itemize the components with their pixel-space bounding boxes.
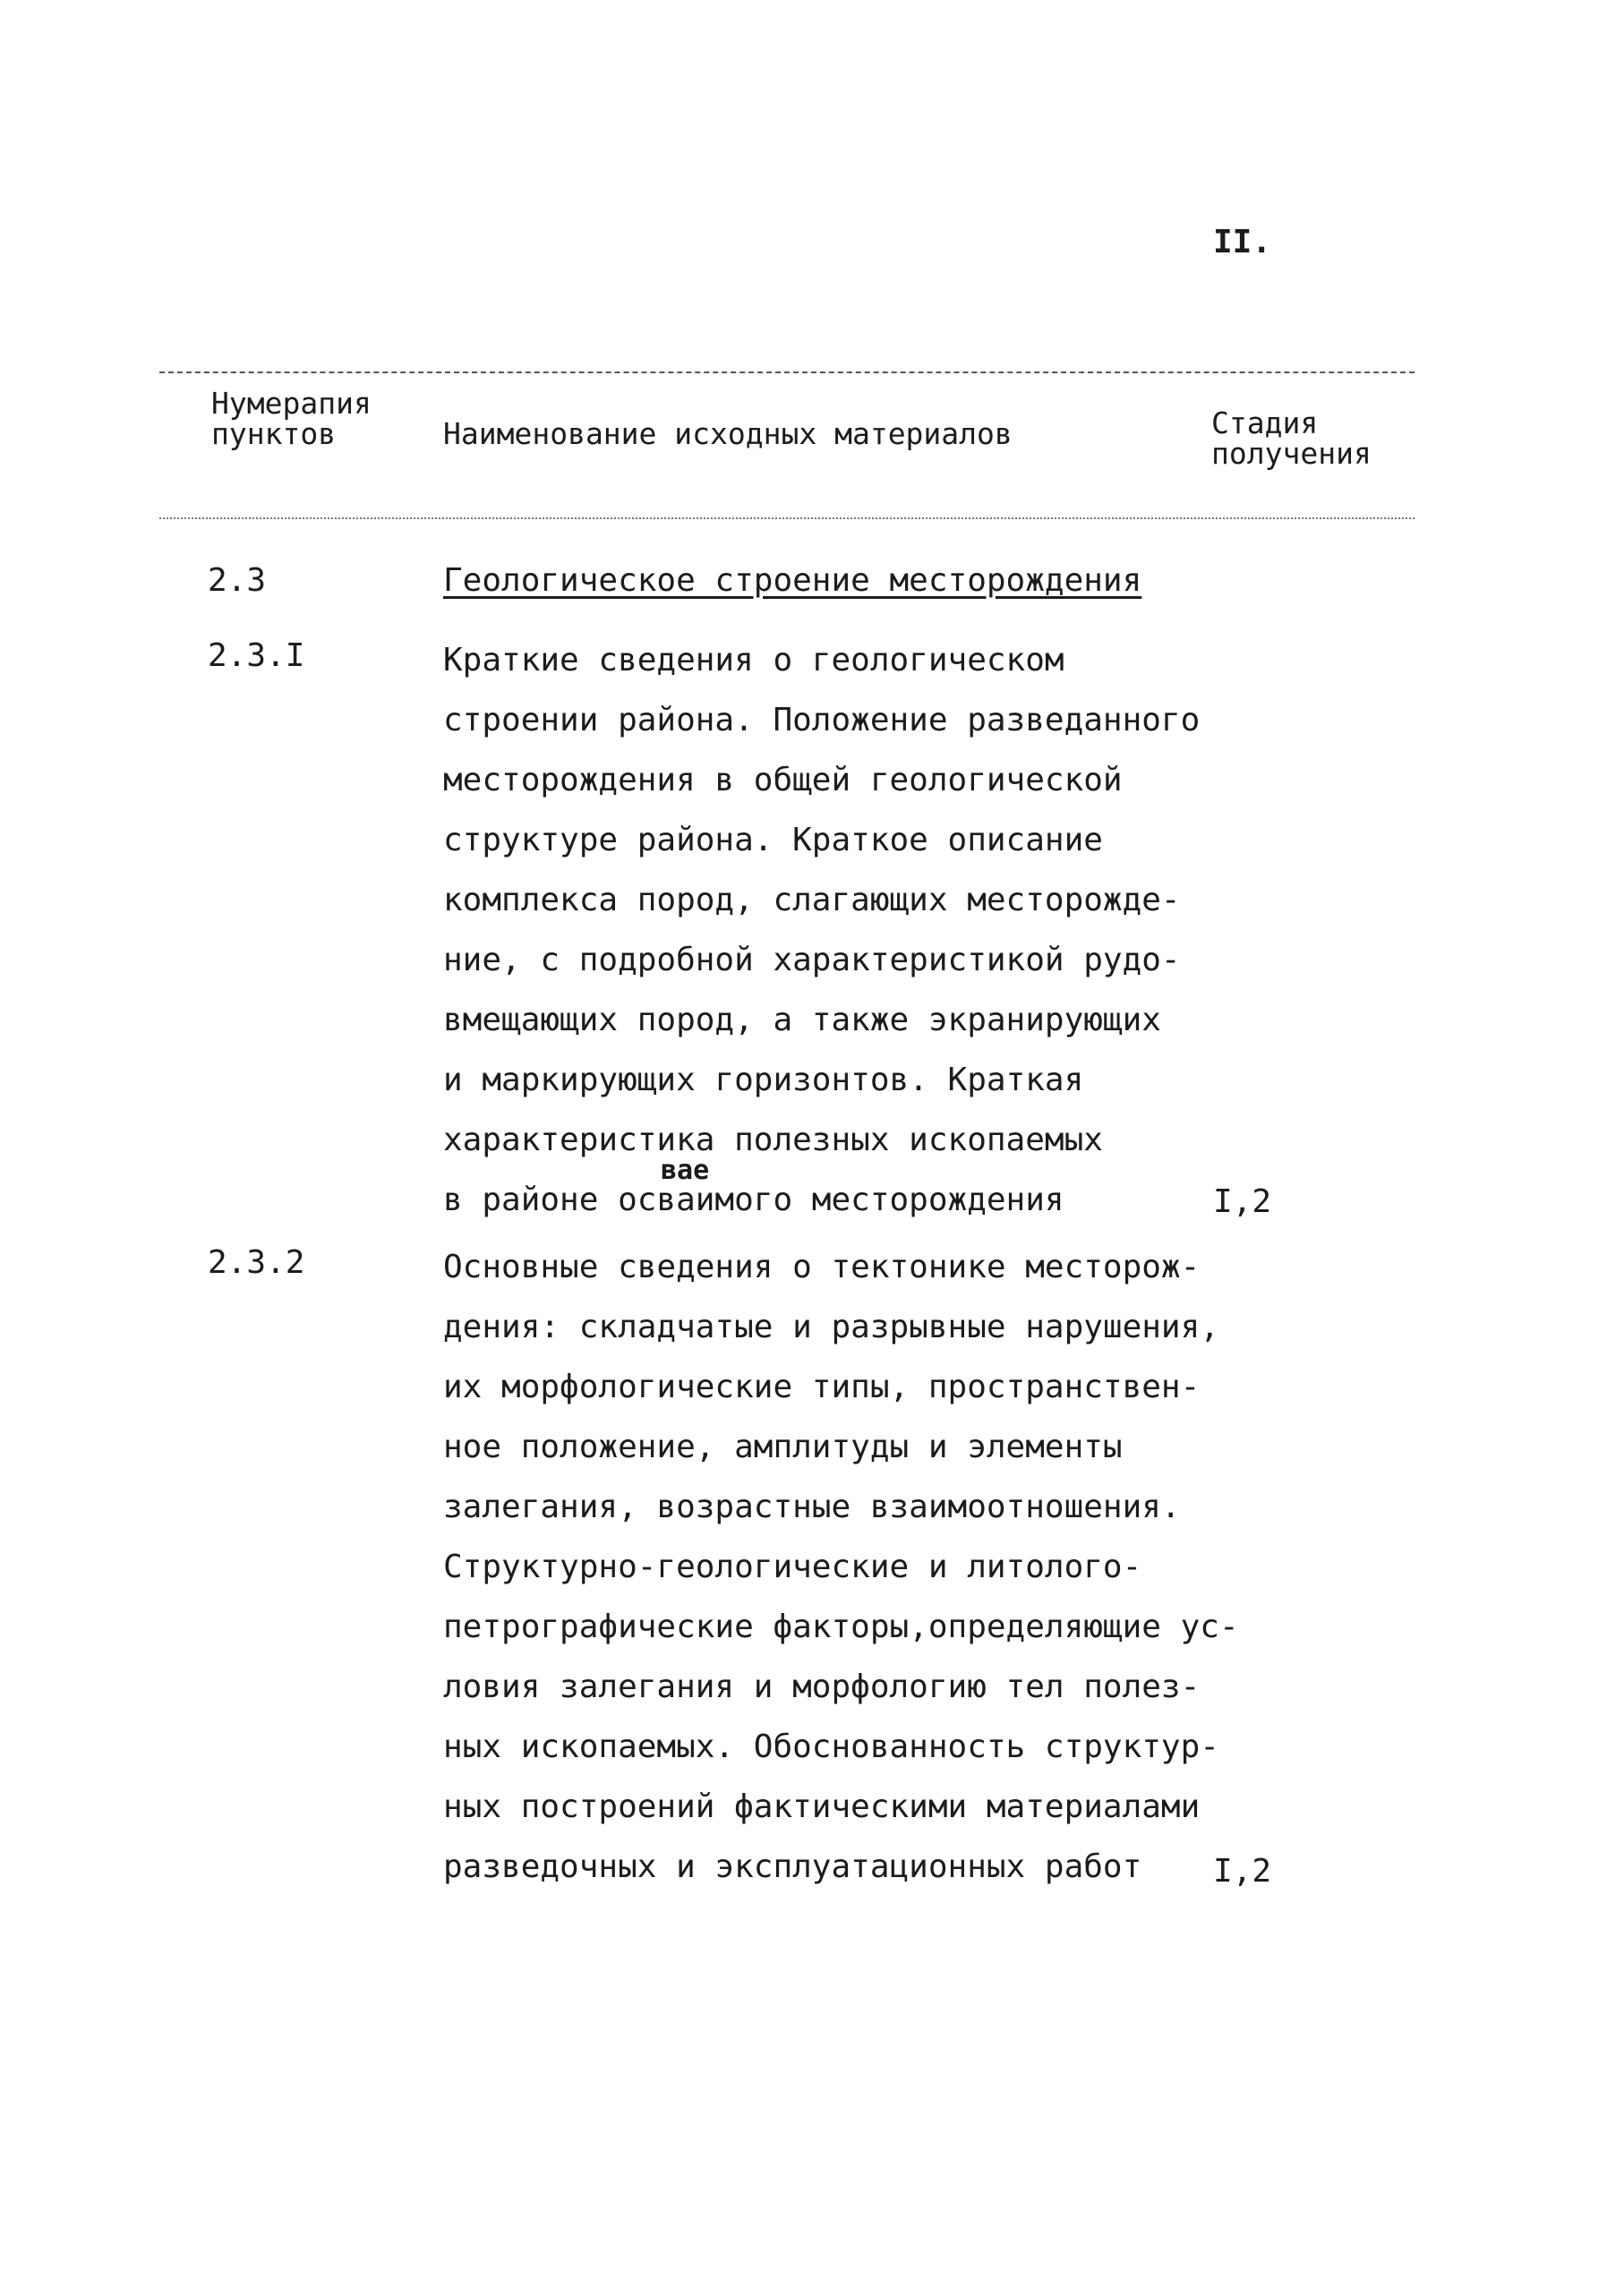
description-line: разведочных и эксплуатационных работ <box>443 1848 1142 1885</box>
description-line: Основные сведения о тектонике месторож- <box>443 1249 1201 1285</box>
description-line: ние, с подробной характеристикой рудо- <box>443 942 1181 978</box>
description-line: Структурно-геологические и литолого- <box>443 1549 1142 1585</box>
header-numbering-line: Нумерапия <box>211 386 372 421</box>
item-description <box>443 630 1200 1230</box>
table-top-rule <box>159 371 1415 373</box>
description-line: залегания, возрастные взаимоотношения. <box>443 1489 1181 1525</box>
description-line: структуре района. Краткое описание <box>443 822 1103 858</box>
page-number: II. <box>1213 224 1272 260</box>
description-line: петрографические факторы,определяющие ус- <box>443 1609 1239 1645</box>
description-line: комплекса пород, слагающих месторожде- <box>443 882 1181 918</box>
description-line: ловия залегания и морфологию тел полез- <box>443 1669 1201 1705</box>
description-line: ное положение, амплитуды и элементы <box>443 1429 1123 1465</box>
description-line: строении района. Положение разведанного <box>443 702 1201 738</box>
item-stage: I,2 <box>1213 1183 1272 1220</box>
header-name: Наименование исходных материалов <box>443 416 1013 451</box>
description-line: ных ископаемых. Обоснованность структур- <box>443 1728 1219 1765</box>
description-line: в районе осваимого месторождения <box>443 1182 1064 1218</box>
description-line: месторождения в общей геологической <box>443 762 1123 798</box>
description-line: их морфологические типы, пространствен- <box>443 1369 1201 1405</box>
description-line: дения: складчатые и разрывные нарушения, <box>443 1309 1219 1345</box>
header-stage-line: Стадия <box>1211 405 1319 440</box>
item-stage: I,2 <box>1213 1853 1272 1890</box>
description-line: характеристика полезных ископаемых <box>443 1122 1103 1158</box>
section-title: Геологическое строение месторождения <box>443 562 1142 599</box>
header-stage-line: получения <box>1211 436 1372 471</box>
header-numbering-line: пунктов <box>211 416 337 451</box>
description-line: вмещающих пород, а также экранирующих <box>443 1002 1161 1038</box>
section-number: 2.3 <box>208 562 267 599</box>
item-number: 2.3.2 <box>208 1244 305 1281</box>
description-line: Краткие сведения о геологическом <box>443 642 1064 679</box>
item-number: 2.3.I <box>208 637 305 674</box>
item-description <box>443 1237 1239 1897</box>
header-stage <box>1211 405 1390 471</box>
description-line: ных построений фактическими материалами <box>443 1788 1201 1825</box>
description-line: и маркирующих горизонтов. Краткая <box>443 1062 1084 1098</box>
header-numbering <box>211 388 435 449</box>
table-header-rule <box>159 517 1415 519</box>
handwritten-correction: вае <box>661 1155 710 1186</box>
